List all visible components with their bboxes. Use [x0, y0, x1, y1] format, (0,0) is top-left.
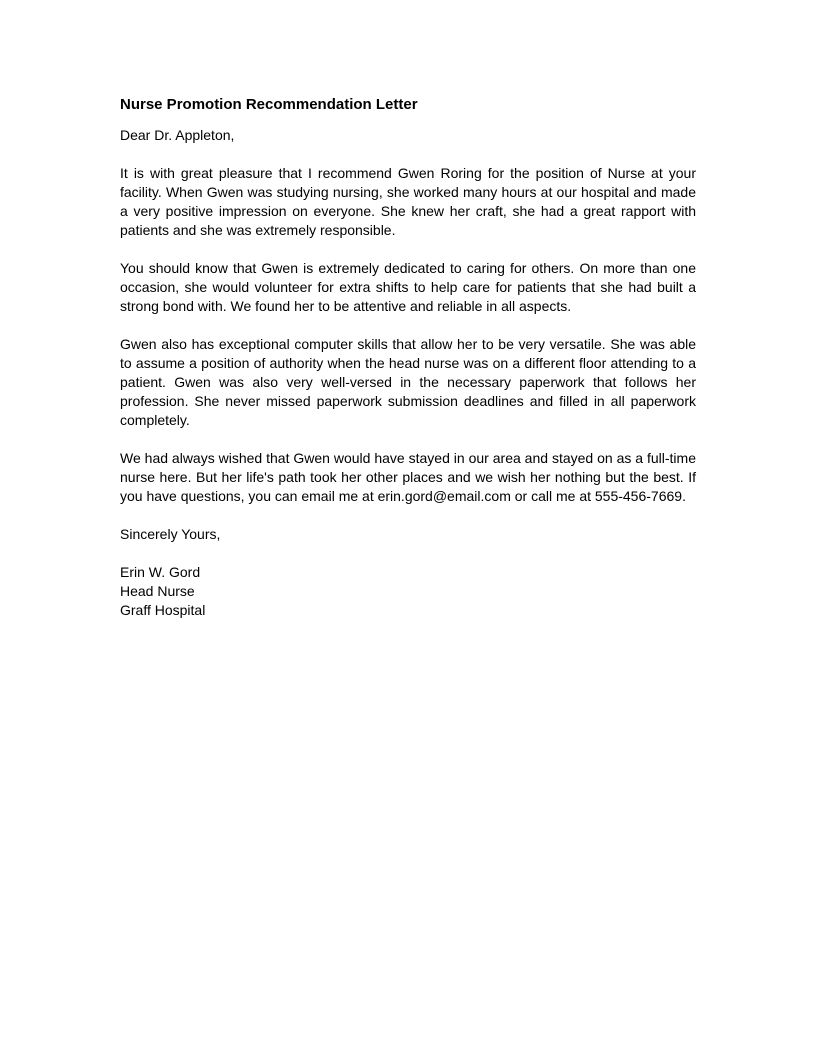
letter-paragraph-skills: Gwen also has exceptional computer skills that allow her to be very versatile. She was able to assume a position of authority when the head nurse was on a different floor attending to a patient. Gwen was also very well-versed in the necessary paperwork that follows her profession. She never missed paperwork submission deadlines and filled in all paperwork completely.	[120, 336, 696, 428]
letter-body	[120, 95, 696, 620]
letter-title: Nurse Promotion Recommendation Letter	[120, 96, 418, 113]
signature-name: Erin W. Gord	[120, 564, 201, 580]
signature-organization: Graff Hospital	[120, 602, 206, 618]
signature-block	[120, 563, 696, 620]
closing: Sincerely Yours,	[120, 526, 221, 542]
signature-role: Head Nurse	[120, 583, 195, 599]
letter-paragraph-dedication: You should know that Gwen is extremely dedicated to caring for others. On more than one occasion, she would volunteer for extra shifts to help care for patients that she had built a strong bond with. We found her to be attentive and reliable in all aspects.	[120, 260, 696, 314]
letter-paragraph-contact: We had always wished that Gwen would have stayed in our area and stayed on as a full-time nurse here. But her life's path took her other places and we wish her nothing but the best. If you have questions, you can email me at erin.gord@email.com or call me at 555-456-7669.	[120, 450, 696, 504]
letter-paragraph-intro: It is with great pleasure that I recommend Gwen Roring for the position of Nurse at your facility. When Gwen was studying nursing, she worked many hours at our hospital and made a very positive impression on everyone. She knew her craft, she had a great rapport with patients and she was extremely responsible.	[120, 165, 696, 238]
salutation: Dear Dr. Appleton,	[120, 127, 235, 143]
